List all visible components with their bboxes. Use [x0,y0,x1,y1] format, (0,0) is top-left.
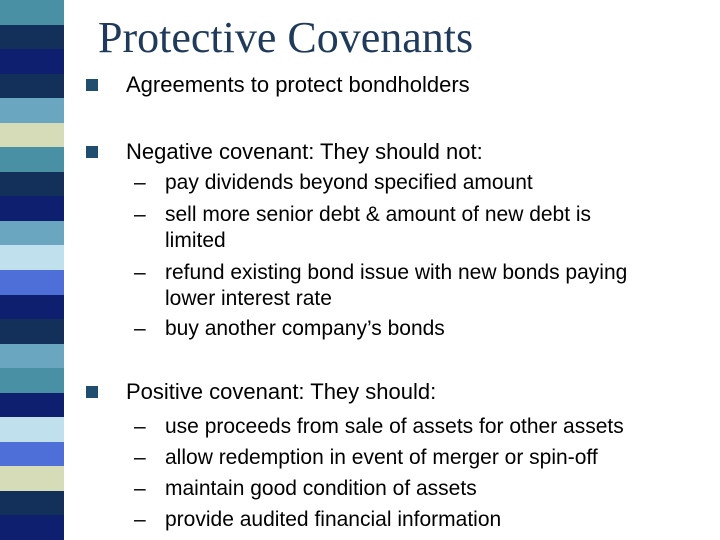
bullet-text: Positive covenant: They should: [126,379,437,404]
sub-item-text: maintain good condition of assets [165,477,477,500]
sub-item-text: buy another company’s bonds [165,317,445,340]
sub-item-text-continued: limited [165,229,226,252]
stripe-block [0,319,64,344]
stripe-block [0,49,64,74]
stripe-block [0,344,64,369]
slide-title: Protective Covenants [98,13,474,62]
stripe-block [0,245,64,270]
sub-item-text: provide audited financial information [165,508,502,531]
stripe-block [0,147,64,172]
dash-marker: – [134,317,146,340]
stripe-block [0,491,64,516]
stripe-block [0,0,64,25]
stripe-block [0,98,64,123]
stripe-block [0,221,64,246]
stripe-block [0,74,64,99]
decorative-stripe [0,0,64,540]
stripe-block [0,368,64,393]
bullet-text: Negative covenant: They should not: [126,139,483,164]
stripe-block [0,295,64,320]
bullet-text: Agreements to protect bondholders [126,72,470,97]
dash-marker: – [134,446,146,469]
sub-item-text: use proceeds from sale of assets for other assets [165,415,624,438]
stripe-block [0,196,64,221]
stripe-block [0,393,64,418]
dash-marker: – [134,508,146,531]
stripe-block [0,515,64,540]
stripe-block [0,442,64,467]
stripe-block [0,417,64,442]
square-bullet-icon [86,79,98,91]
dash-marker: – [134,415,146,438]
dash-marker: – [134,477,146,500]
stripe-block [0,25,64,50]
stripe-block [0,123,64,148]
sub-item-text: allow redemption in event of merger or spin-off [165,446,598,469]
dash-marker: – [134,203,146,226]
square-bullet-icon [86,386,98,398]
stripe-block [0,270,64,295]
sub-item-text: pay dividends beyond specified amount [165,171,533,194]
stripe-block [0,466,64,491]
dash-marker: – [134,171,146,194]
sub-item-text: refund existing bond issue with new bonds paying [165,261,628,284]
square-bullet-icon [86,146,98,158]
sub-item-text-continued: lower interest rate [165,287,332,310]
stripe-block [0,172,64,197]
dash-marker: – [134,261,146,284]
sub-item-text: sell more senior debt & amount of new debt is [165,203,592,226]
